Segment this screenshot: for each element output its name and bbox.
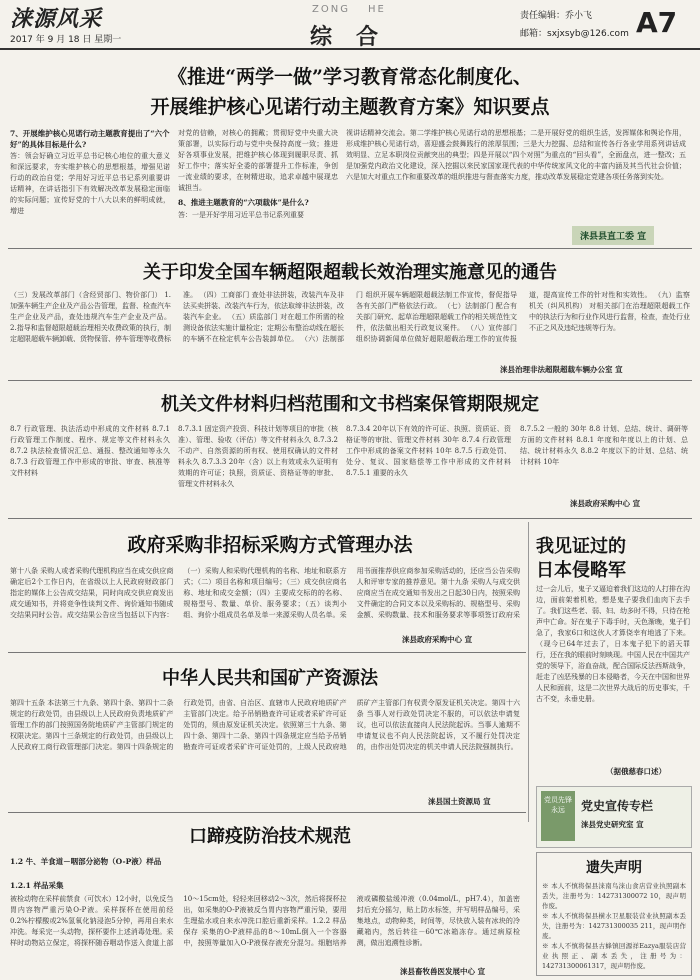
- divider: [8, 812, 526, 813]
- article1-stamp: 涞县县直工委 宣: [572, 226, 654, 245]
- article3-column3: 8.7.3.4 20年以下有效的许可证、执照、资质证、资格证等的审批、管理文件材料 30年 8.7.4 行政管理工作中形成的备案文件材料 10年 8.7.5 行政处罚、处分、复议、国家赔偿等工作中形成的文件材料 8.7.5.1 重要的永久: [346, 425, 511, 477]
- article4-body: 第十八条 采购人或者采购代理机构应当在成交供应商确定后2个工作日内，在省级以上人民政府财政部门指定的媒体上公告成交结果，同时向成交供应商发出成交通知书，并将竞争性谈判文件、询价通知书随成交结果同时公告。成交结果公告应当包括以下内容：（一）采购人和采购代理机构的名称、地址和联系方式；（二）项目名称和项目编号；（三）成交供应商名称、地址和成交金额；（四）主要成交标的的名称、规格型号、数量、单价、服务要求；（五）谈判小组、询价小组成员名单及单一来源采购人员名单。采用书面推荐供应商参加采购活动的，还应当公告采购人和评审专家的推荐意见。第十九条 采购人与成交供应商应当在成交通知书发出之日起30日内，按照采购文件确定的合同文本以及采购标的、规格型号、采购金额、采购数量、技术和服务要求等事项签订政府采: [10, 567, 520, 619]
- article6-body: 第四十五条 本法第三十九条、第四十条、第四十二条规定的行政处罚，由县级以上人民政府负责地质矿产管理工作的部门按照国务院地质矿产主管部门规定的权限决定。第四十三条规定的行政处罚，由县级以上人民政府工商行政管理部门决定。第四十四条规定的行政处罚，由省、自治区、直辖市人民政府地质矿产主管部门决定。给予吊销勘查许可证或者采矿许可证处罚的，须由原发证机关决定。依照第三十九条、第四十条、第四十二条、第四十四条规定应当给予吊销勘查许可证或者采矿许可证处罚的，上级人民政府地质矿产主管部门有权责令原发证机关决定。第四十六条 当事人对行政处罚决定不服的，可以依法申请复议，也可以依法直接向人民法院起诉。当事人逾期不申请复议也不向人民法院起诉，又不履行处罚决定的，由作出处罚决定的机关申请人民法院强制执行。: [10, 699, 520, 751]
- lost-notice-item: ※ 本人不慎将保县涞南鸟涞山食店营业执照副本丢失，注册号为：142731300072 10，现声明作废。: [542, 882, 686, 910]
- article5-body: 过一会儿后，鬼子又逼迫着我们这边的人打排在沟边，面前架着机枪，想是鬼子要我们血肉下去手了。我们这些老、弱、妇、幼多时不得，只待在枪声中亡命。好在鬼子下毒手时，天色渐晚，鬼子们急了，我家6口和这伙人才算侥幸有地逃了下来。 （现今已64年过去了，日本鬼子犯下的滔天罪行，还在我的眼前时刻映现。中国人民在中国共产党的领导下，浴血奋战，配合国际反法西斯战争，赶走了凶恶残暴的日本侵略者，今天在中国和世界人民和面前，这是二次世界大战后的历史事实，千古不变，永垂史册。: [536, 585, 690, 703]
- column-divider: [528, 522, 529, 822]
- article3-column1: 8.7 行政管理、执法活动中形成的文件材料 8.7.1 行政管理工作制度、程序、规定等文件材料永久 8.7.2 执法检查情况汇总、通报、整改通知等永久 8.7.3 行政管理工作中形成的审批、审查、核准等文件材料: [10, 425, 170, 477]
- article3-title: 机关文件材料归档范围和文书档案保管期限规定: [161, 394, 539, 415]
- section-pinyin-left: ZONG: [312, 4, 350, 15]
- promo-title: 党史宣传专栏: [581, 799, 654, 813]
- lost-notice-box: [536, 852, 692, 976]
- article7-body: 被检动物在采样前禁食（可饮水）12小时，以免反刍胃内容物严重污染O-P液。采样探杯在使用前经0.2%柠檬酸或2%氢氧化钠浸泡5分钟，再用自来水冲洗。每采完一头动物，探杯要作上述消毒处理。采样时动物站立保定，将探杯随吞咽动作送入食道上部10～15cm处，轻轻来回移动2～3次，然后将探杯拉出，如采集的O-P液被反刍胃内容物严重污染，要用生理盐水或自来水冲洗口腔后重新采样。1.2.2 样品保存 采集的O-P液样品的8～10mL倒入一个容器中，按照等量加入O-P液保存液充分混匀。细胞培养液或磷酸盐缓冲液（0.04mol/L，pH7.4），加盖密封后充分摇匀，贴上防水标签，并写明样品编号，采集地点，动物种类，时间等，尽快放入装有冰块的冷藏箱内，然后转往－60℃冰箱冻存。通过病原检测，做出追溯性诊断。: [10, 895, 520, 947]
- article1-title-line1: 《推进“两学一做”学习教育常态化制度化、: [168, 66, 532, 88]
- editor-email: 邮箱：sxjxsyb@126.com: [520, 29, 629, 39]
- promo-signature: 涞县党史研究室 宣: [581, 820, 644, 829]
- divider: [8, 248, 692, 249]
- promo-box: [536, 786, 692, 848]
- article4-signature: 涞县政府采购中心 宣: [402, 635, 473, 644]
- lost-notice-title: 遗失声明: [586, 860, 642, 876]
- article7-title: 口蹄疫防治技术规范: [189, 826, 351, 847]
- article1-title-line2: 开展维护核心见诺行动主题教育方案》知识要点: [150, 96, 550, 118]
- newspaper-logo: 涞源风采: [10, 6, 103, 32]
- article2-title: 关于印发全国车辆超限超载长效治理实施意见的通告: [143, 262, 557, 283]
- article7-subheading1: 1.2 牛、羊食道－咽部分泌物（O-P液）样品: [10, 857, 162, 866]
- article1-column1: 答：领会好确立习近平总书记核心地位的重大意义和深远要求，夯实维护核心的思想根基，增强见诺行动的政治自觉；学用好习近平总书记系列重要讲话精神，在讲话指引下有效解决改革发展稳定面临的实际问题；宣传好党的十八大以来的鲜明成就，增进: [10, 152, 170, 215]
- masthead: [0, 0, 700, 50]
- article6-title: 中华人民共和国矿产资源法: [162, 668, 378, 689]
- article4-title: 政府采购非招标采购方式管理办法: [127, 534, 413, 556]
- section-name: 综合: [310, 24, 403, 50]
- article3-column4: 8.7.5.2 一般的 30年 8.8 计划、总结、统计、调研等方面的文件材料 8.8.1 年度和年度以上的计划、总结、统计材料永久 8.8.2 年度以下的计划、总结、统计材料 10年: [520, 425, 688, 466]
- article5-title-line2: 日本侵略军: [536, 560, 626, 581]
- article1-question8: 8、推进主题教育的“六项载体”是什么?: [178, 198, 309, 207]
- divider: [8, 652, 526, 653]
- promo-stamp: 党员先锋 永远: [541, 791, 575, 841]
- lost-notice-item: ※ 本人不慎将保县横水卫星服装营业执照副本丢失，注册号为：142731300035 211，现声明作废。: [542, 912, 686, 940]
- article5-signature: （据俄慈春口述）: [606, 767, 666, 776]
- section-pinyin-right: HE: [368, 4, 386, 15]
- article7-signature: 涞县畜牧兽医发展中心 宣: [400, 967, 486, 976]
- lost-notice-item: ※ 本人不慎将保县古蜂镇回源祥Eazya服装店营业执照正、副本丢失，注册号为：142731300061317，现声明作废。: [542, 942, 686, 970]
- page-number: A7: [636, 6, 678, 39]
- article2-signature: 涞县治理非法超限超载车辆办公室 宣: [500, 365, 623, 374]
- article2-body: （三）发展改革部门（含经贸部门、物价部门） 1.加强车辆生产企业及产品公告管理，监督、检查汽车生产企业及产品，查处违规汽车生产企业及产品。 2.指导和监督超限超载治理相关收费政策的执行，制定超限超载车辆卸载、货物保管、停车管理等收费标准。 （四）工商部门 查处非法拼装，改装汽车及非法买卖拼装、改装汽车行为，依法取缔非法拼装，改装汽车企业。 （五）质监部门 对在超工作所需的检测设备依法实施计量检定；定期公布整治动线在超长的车辆不在检定机车公告装卸单位。 （六）法制部门 组织开展车辆超限超载法制工作宣传，督促指导各有关部门严格依法行政。 （七）法制部门 配合有关部门研究、起草治理超限超载工作的相关规范性文件，依法做出相关行政复议案件。 （八）宣传部门 组织协调新闻单位做好超限超载治理工作的宣传报道，提高宣传工作的针对性和实效性。 （九）监察机关（纠风机构） 对相关部门在治理超限超载工作中的执法行为和行业作风进行监督，检查，查处行业不正之风及违纪违规等行为。: [10, 291, 690, 343]
- divider: [8, 518, 692, 519]
- article5-title-line1: 我见证过的: [536, 536, 626, 557]
- article7-subheading2: 1.2.1 样品采集: [10, 881, 64, 890]
- article6-signature: 涞县国土资源局 宣: [428, 797, 491, 806]
- divider: [8, 380, 692, 381]
- article1-column2b: 答：一是开好学用习近平总书记系列重要: [178, 211, 304, 219]
- article3-column2: 8.7.3.1 固定资产投资、科技计划等项目的审批（核准）、管理、验收（评估）等文件材料永久 8.7.3.2 不动产、自然资源的所有权、使用权确认的文件材料永久 8.7.3.3 20年（含）以上有效或永久证明有效期的许可证；执照，资质证、资格证等的审批、管理文件材料永久: [178, 425, 338, 488]
- article3-signature: 涞县政府采购中心 宣: [570, 499, 641, 508]
- article1-column2: 对党的信赖，对核心的拥戴；贯彻好党中央重大决策部署，以实际行动与党中央保持高度一致；推进好各项事业发展，把维护核心体现到履职尽责、抓好工作中；落实好全委的部署提升工作标准，争创一流业绩的要求，在树精进取，追求卓越中展现忠诚担当。: [178, 129, 338, 192]
- article1-column3: 视讲话精神交流会。第二学维护核心见诺行动的思想根基；二是开展好党的组织生活，发挥媒体和舆论作用，形成维护核心见诺行动，喜迎盛会鼓舞践行的浓厚氛围；三是大力挖掘、总结和宣传各行各业学用系列讲话成效明显、立足本职岗位贡献突出的典型；四是开展以“四个对照”为重点的“回头看”，全面盘点，进一整改；五是加强党内政治文化建设，深入挖掘以来民家国家现代表的中华传统家风文化的丰富内涵及其当代社会价值；六是加大对重点工作和重要改革的组织推进与督查落实力度，推动改革发展稳定党建各项任务落到实处。: [346, 129, 686, 181]
- issue-date: 2017 年 9 月 18 日 星期一: [10, 35, 122, 45]
- editor-credit: 责任编辑：乔小飞: [520, 11, 593, 21]
- article1-question7: 7、开展维护核心见诺行动主题教育提出了“六个好”的具体目标是什么?: [10, 129, 170, 149]
